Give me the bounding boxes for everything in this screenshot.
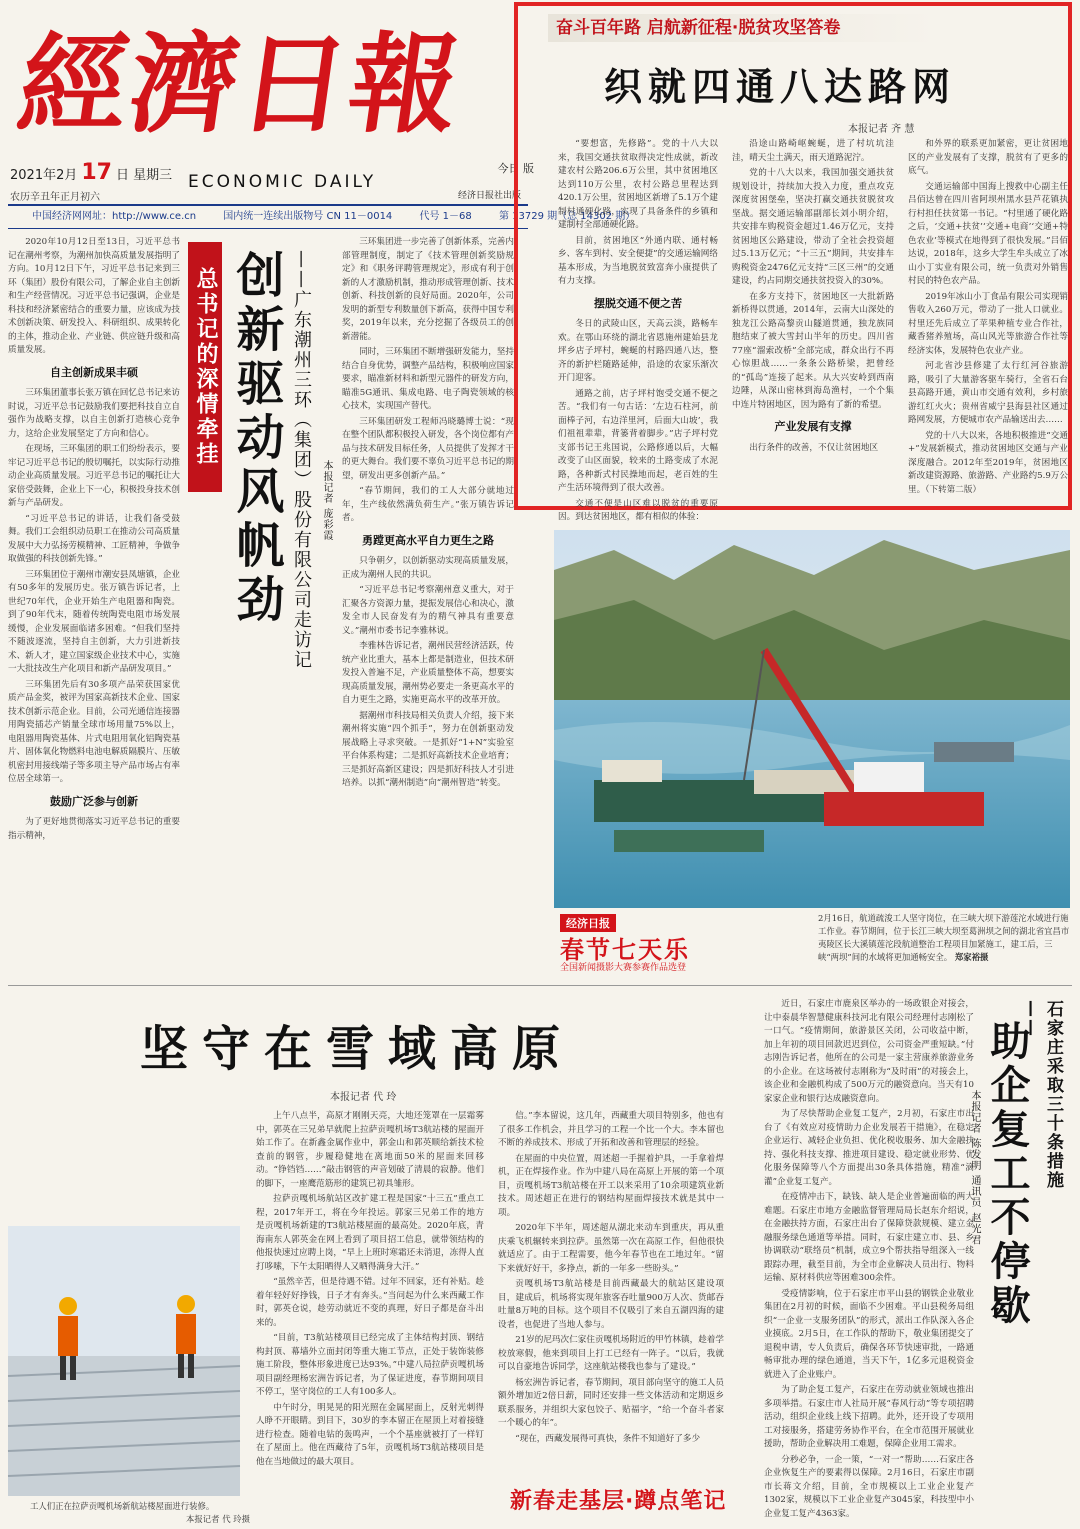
subhead-innovation-1: 自主创新成果丰硕 bbox=[50, 365, 138, 379]
article-subtitle-innovation: ——广东潮州三环（集团）股份有限公司走访记 bbox=[291, 250, 312, 670]
logo-brand: 经济日报 bbox=[560, 914, 616, 932]
page-count: 今日 版 bbox=[497, 162, 534, 175]
date-day: 17 bbox=[81, 160, 112, 185]
series-banner: 奋斗百年路 启航新征程·脱贫攻坚答卷 bbox=[548, 14, 936, 42]
photo-credit-roof: 本报记者 代 玲摄 bbox=[186, 1514, 250, 1524]
plateau-column-2: 信。”李本留说，这几年，西藏重大项目特别多，他也有了很多工作机会，并且学习的工程一个比一个大。李本留也不断的养成技术、形成了开拓和改善和管理层的经验。 在屋面的中央位置，周述超一手握着护具，一手拿着焊机，正在焊接作业。作为中建八局在高原上开展的第一个项目，贡嘎机场T3航站楼在开工以来采用了10余项建筑业新技术。周述超正在进行的钢结构屋面焊接技术就是其中一项。 2020年下半年，周述超从湖北来动车到重庆，再从重庆乘飞机辗转来到拉萨。虽然第一次在高原工作，但他很快就适应了。由于工程需要，他今年春节也在工地过年。“留下来就好好干，多挣点，新的一年多一些盼头。” 贡嘎机场T3航站楼是目前西藏最大的航站区建设项目，建成后，机场将实现年旅客吞吐量900万人次、货邮吞吐量8万吨的目标。这个项目不仅吸引了来自五湖四海的建设者，也促进了当地人参与。 21岁的尼玛次仁家住贡嘎机场附近的甲竹林镇，趁着学校放寒假，他来到项目上打工已经有一阵子。“以后，我就可以自豪地告诉同学，这座航站楼我也参与了建设。” 杨宏洲告诉记者，春节期间，项目部向坚守的施工人员额外增加近2倍日薪，同时还安排一些文体活动和定期返乡联系服务，并组织大家包饺子、贴福字，“给一个奋斗者家一个暖心的年”。 “现在，西藏发展得可真快，条件不知道好了多少 bbox=[498, 1111, 724, 1444]
photo-dredging-ship bbox=[554, 530, 1070, 908]
subhead-roads-2: 产业发展有支撑 bbox=[774, 420, 852, 433]
subhead-innovation-3: 鼓励广泛参与创新 bbox=[50, 794, 138, 808]
postal-code: 代号 1－68 bbox=[419, 211, 472, 222]
byline-roads: 本报记者 齐 慧 bbox=[848, 124, 915, 135]
roof-workers-illustration bbox=[8, 1226, 240, 1496]
section-divider bbox=[8, 985, 1072, 986]
english-masthead: ECONOMIC DAILY bbox=[188, 172, 377, 192]
roads-column-1: “要想富，先修路”。党的十八大以来，我国交通扶贫取得决定性成就，新改建农村公路206.6万公里，其中贫困地区达到110万公里，农村公路总里程达到420.1万公里，贫困地区新增了5.1万个建制村通硬化路，实现了具备条件的乡镇和建制村全部通硬化路。 目前，贫困地区“外通内联、通村畅乡、客车到村、安全便捷”的交通运输网络基本形成，为当地脱贫致富奔小康提供了有力支撑。 摆脱交通不便之苦 冬日的武陵山区，天高云淡，路畅车欢。在鄂山环绕的湖北省恩施州建始县龙坪乡店子坪村，蜿蜒的村路四通八达，整齐的新护栏随路延伸，沿途的农家乐渐次开门迎客。 通路之前，店子坪村饱受交通不便之苦。“我们有一句古话：‘左边石柱河，前面棒子河，右边洋里河，后面大山坡’，我们祖祖辈辈，背篓背着脚步。”店子坪村党支部书记王兆国说，公路修通以后，大幅改变了山区面貌，较来的土路变成了水泥路，各种新式村民操地而起，老百姓的生产生活环境得到了很大改善。 交通不便是山区难以脱贫的重要原因。到达贫困地区，都有相似的体验： bbox=[558, 139, 718, 522]
photo-credit-dredging: 郑家裕摄 bbox=[954, 952, 989, 962]
dredging-ship-illustration bbox=[554, 530, 1070, 908]
footer-logo-text: 新春走基层·蹲点笔记 bbox=[510, 1489, 727, 1514]
issue-date: 2021年2月 17 日 星期三 bbox=[10, 160, 173, 185]
innovation-column-2: 三环集团进一步完善了创新体系，完善内部管理制度，制定了《技术管理创新奖励规定》和《职务评聘管理规定》，形成有利于创新的人才激励机制，推动形成管理创新、技术创新、科技创新的良好局面。2020年，公司发明的新型专利数量创下新高，获得中国专利奖，2019年以来，充分挖掘了各级员工的创新潜能。 同时，三环集团不断增强研发能力，坚持结合自身优势，调整产品结构，积极响应国家要求，瞄准新材料和新型元器件的研发方向，瞄准5G通讯、集成电路、电子陶瓷领域的核心技术，实现国产替代。 三环集团研发工程师冯晓璐博士说：“现在整个团队都积极投入研发，各个岗位都有产品与技术研发目标任务，人员提供了发挥才干的更大舞台。我们要不辜负习近平总书记的期望，研发出更多创新产品。” “春节期间，我们的工人大部分就地过年，生产线依然满负荷生产。”张万镇告诉记者。 勇蹚更高水平自力更生之路 只争朝夕，以创新驱动实现高质量发展，正成为潮州人民的共识。 “习近平总书记考察潮州意义重大，对于汇聚各方资源力量，提振发展信心和决心，激发全市人民奋发有为的精气神具有重要意义。”潮州市委书记李雅林说。 李雅林告诉记者，潮州民营经济活跃，传统产业比重大，基本上都是制造业，但技术研发投入普遍不足，产业质量整体不高，想要实现高质量发展，潮州势必要走一条更高水平的自力更生之路，实施更高水平的改革开放。 据潮州市科技局相关负责人介绍，接下来潮州将实施“四个抓手”，努力在创新驱动发展战略上寻求突破。一是抓好“1+N”实验室平台体系构建；二是抓好高新技术企业培育；三是抓好高新区建设；四是抓好科技人才引进培养。以抓“潮州制造”向“潮州智造”转变。 bbox=[342, 237, 514, 788]
article-title-resumption[interactable]: 助企复工不停歇 bbox=[984, 1020, 1030, 1328]
logo-title: 春节七天乐 bbox=[560, 936, 690, 964]
spring-festival-logo bbox=[556, 912, 806, 974]
masthead bbox=[11, 10, 490, 160]
subhead-roads-1: 摆脱交通不便之苦 bbox=[594, 296, 682, 310]
masthead-title: 經濟日報 bbox=[11, 22, 469, 148]
series-label-red: 总书记的深情牵挂 bbox=[188, 242, 222, 492]
byline-innovation: 本报记者 庞彩霞 bbox=[321, 460, 332, 542]
byline-resumption: 本报记者 陈发明 通讯员 赵光君 bbox=[969, 1090, 980, 1246]
innovation-column-1: 2020年10月12日至13日，习近平总书记在潮州考察，为潮州加快高质量发展指明了方向。10月12日下午，习近平总书记来到三环（集团）股份有限公司，了解企业自主创新和生产经营情况。习近平总书记强调，企业是科技和经济紧密结合的重要力量，应该成为技术创新决策、研发投入、科研组织、成果转化的主体，推动企业、产业链、供应链升级和高质量发展。 自主创新成果丰硕 三环集团董事长张万镇在回忆总书记来访时说，习近平总书记鼓励我们要把科技自立自强作为战略支撑，以自主创新打造核心竞争力，这给企业发展坚定了方向和信心。 在现场，三环集团的职工们纷纷表示，要牢记习近平总书记的殷切嘱托，以实际行动推动企业高质量发展。习近平总书记的嘱托让大家倍受鼓舞，企业上下一心，积极投身技术创新与产品研发。 “习近平总书记的讲话，让我们备受鼓舞。我们工会组织动员职工在推动公司高质量发展中大力弘扬劳模精神、工匠精神，争做争取做强的科技创新先锋。” 三环集团位于潮州市潮安县凤塘镇，企业有50多年的发展历史。张万镇告诉记者，上世纪70年代，企业开始生产电阻器和陶瓷。到了90年代末，随着传统陶瓷电阻市场发展缓慢，企业发展面临诸多困难。“但我们坚持不随波逐流，坚持自主创新，大力引进新技术、新人才，建立国家级企业技术中心，实施一大批技改生产化项目和新产品研发项目。” 三环集团先后有30多项产品荣获国家优质产品金奖，被评为国家高新技术企业、国家技术创新示范企业。目前，公司光通信连接器用陶瓷插芯产销量全球市场用量75%以上，电阻器用陶瓷基体、片式电阻用氧化铝陶瓷基片、固体氧化物燃料电池电解质隔膜片、压敏机密封用接线端子等多项主导产品市场占有率位居全球第一。 鼓励广泛参与创新 为了更好地贯彻落实习近平总书记的重要指示精神， bbox=[8, 237, 180, 841]
byline-plateau: 本报记者 代 玲 bbox=[330, 1092, 397, 1103]
photo-caption-roof: 工人们正在拉萨贡嘎机场新航站楼屋面进行装修。 本报记者 代 玲摄 bbox=[30, 1501, 250, 1524]
article-title-innovation[interactable]: 创新驱动风帆劲 bbox=[228, 250, 284, 628]
subhead-innovation-2: 勇蹚更高水平自力更生之路 bbox=[362, 533, 494, 547]
info-bar bbox=[8, 204, 636, 229]
publisher: 经济日报社出版 bbox=[458, 191, 522, 201]
article-title-roads[interactable]: 织就四通八达路网 bbox=[604, 65, 957, 109]
series-label-resumption: 石家庄采取三十条措施—— bbox=[1021, 1000, 1063, 1190]
website-link[interactable]: 中国经济网网址：http://www.ce.cn bbox=[32, 211, 197, 222]
lunar-date: 农历辛丑年正月初六 bbox=[10, 192, 100, 203]
photo-roof-workers bbox=[8, 1226, 240, 1496]
issue-number: 第 13729 期（总 14302 期） bbox=[498, 211, 636, 222]
roads-column-3: 和外界的联系更加紧密，更让贫困地区的产业发展有了支撑，脱贫有了更多的底气。 交通运输部中国海上搜救中心副主任吕佰达曾在四川省阿坝州黑水县芦花镇执行村担任扶贫第一书记。“村里通了硬化路之后，‘交通+扶贫’‘交通+电商’‘交通+特色农业’等模式在地得到了很快发展。”吕佰达说，2018年，这乡大学生牟头成立了冰山小丁实业有限公司，统一负责对外销售村民的特色农产品。 2019年冰山小丁食品有限公司实现销售收入260万元，带动了一批人口就业。村里还先后成立了苹果种植专业合作社，藏香猪养殖场，高山风光等旅游合作社等经济实体，发展特色农业产业。 河北省沙县修建了太行红河谷旅游路，吸引了大量游客驱车骑行，全省石台县高路开通，黄山市交通有效利，乡村旅游红红火火；贵州省威宁县海县社区通过路网发展，方便城市农产品输送出去…… 党的十八大以来，各地积极推进“交通+”发展新模式，推动贫困地区交通与产业深度融合。2012年至2019年，贫困地区新改建资源路、旅游路、产业路约5.9万公里。（下转第二版） bbox=[908, 139, 1068, 495]
footer-logo bbox=[510, 1482, 727, 1522]
photo-caption-dredging: 2月16日，航道疏浚工人坚守岗位，在三峡大坝下游莲沱水域进行施工作业。春节期间，位于长江三峡大坝至葛洲坝之间的湖北省宜昌市夷陵区长大溪镇莲沱段航道整治工程项目加紧施工，建工后，三峡“两坝”间的水域将更加通畅安全。 郑家裕摄 bbox=[818, 913, 1070, 962]
roads-column-2: 沿途山路崎岖蜿蜒，进了村坑坑洼洼，晴天尘土满天，雨天道路泥泞。 党的十八大以来，我国加强交通扶贫规划设计，持续加大投入力度，重点攻克深度贫困堡垒，坚决打赢交通扶贫脱贫攻坚战。据交通运输部副部长刘小明介绍，共安排车购税资金超过1.46万亿元，支持贫困地区公路建设，带动了全社会投资超过5.13万亿元；“十三五”期间，共安排车购税资金2476亿元支持“三区三州”的交通建设，约占同期交通扶贫投资入的30%。 在多方支持下，贫困地区一大批新路新桥得以贯通，2014年，云南大山深处的独龙江公路高黎贡山隧道贯通，独龙族同胞结束了被大雪封山半年的历史。四川省77座“溜索改桥”全部完成，群众出行不再心惊胆战……一条条公路桥梁，把曾经的“孤岛”连接了起来。从大兴安岭到西南边陲，从深山密林到海岛渔村，一个个集中连片特困地区，因为路有了新的希望。 产业发展有支撑 出行条件的改善，不仅让贫困地区 bbox=[732, 139, 894, 453]
article-title-plateau[interactable]: 坚守在雪域高原 bbox=[140, 1021, 575, 1077]
resumption-column: 近日，石家庄市鹿泉区举办的一场政银企对接会，让中泰晨华智慧健康科技河北有限公司经理付志刚松了一口气。“疫情期间，旅游景区关闭，公司收益中断，加上年初的项目回款迟迟到位，公司资金严重短缺。”付志刚告诉记者，他所在的公司是一家主营康养旅游业务的小企业。在这场被付志刚称为“及时雨”的对接会上，该企业和金融机构成了500万元的融资意向。当天有10家家企业和银行达成融资意向。 为了尽快帮助企业复工复产，2月初，石家庄市出台了《有效应对疫情助力企业发展若干措施》，在稳定企业运行、减轻企业负担、优化税收服务、加大金融扶持、强化科技支撑、推进项目建设、稳定就业形势、优化服务保障等八个方面提出30条具体措施，精准“滴灌”企业复工复产。 在疫情冲击下，缺钱、缺人是企业普遍面临的两大难题。石家庄市地方金融监督管理局局长赵东介绍说，在金融扶持方面，石家庄出台了保障贷款规模、建立金融服务绿色通道等举措。同时，石家庄建立市、县、乡协调联动“联络员”机制，成立9个帮扶指导组深入一线跟踪办理，截至目前，为全市企业解决人员出行、物料运输、原材料供应等困难300余件。 受疫情影响，位于石家庄市平山县的钢铁企业敬业集团在2月初的时候，面临不少困难。平山县税务局组织“一企业一支服务团队”的形式，派出工作队深入各企业摸底。2月5日，在工作队的帮助下，敬业集团提交了退税申请，专人负责后，确保各环节快速审批，一路通畅审批办理的绿色通道，当天下午，1亿多元退税资金就进入了企业账户。 为了助企复工复产，石家庄在劳动就业领域也推出多项举措。石家庄市人社局开展“春风行动”等专项招聘活动，组织企业线上线下招聘。此外，还开设了专项用工对接服务，搭建劳务协作平台，在全市范围开展就业援助，帮助企业解决用工难题，保障企业用工需求。 分秒必争，一企一策，“一对一”帮助……石家庄各企业恢复生产的要素得以保障。2月16日，石家庄市副市长蒋文介绍，目前，全市规模以上工业企业复产1302家，规模以下工业企业复产3045家，科技型中小企业复工复产4363家。 bbox=[764, 999, 974, 1519]
logo-subtitle: 全国新闻摄影大赛参赛作品选登 bbox=[560, 963, 687, 973]
serial-code: 国内统一连续出版物号 CN 11－0014 bbox=[223, 211, 393, 222]
plateau-column-1: 上午八点半，高原才刚刚天亮，大地还笼罩在一层霜雾中，郭英在三兄弟早就爬上拉萨贡嘎机场T3航站楼的屋面开始工作了。在新鑫金属作业中，郭金山和郭英顺给新技术检查前的钢管，步履稳健地在离地面50米的屋面来回移动。“铮铛铛……”敲击钢管的声音划破了清晨的寂静。他们的脚下，一座鹰范筋形的建筑已初具雏形。 拉萨贡嘎机场航站区改扩建工程是国家“十三五”重点工程，2017年开工，将在今年投运。郭家三兄弟工作的地方是贡嘎机场新建的T3航站楼屋面的最高处。2020年底，青海南东人郭英金在网上看到了项目招工信息，就带领结构的他报快速过应聘上岗，“早上上班时寒霜还未消退，冻得人直打哆嗦，下午太阳晒得人又晒得满身大汗。” “虽然辛苦，但是待遇不错。过年不回家，还有补贴。趁着年轻好好挣钱，日子才有奔头。”当问起为什么来西藏工作时，郭英仓说，趁劳动就近不变的真理，好日子都是奋斗出来的。 “目前，T3航站楼项目已经完成了主体结构封顶、钢结构封顶、幕墙外立面封闭等重大施工节点，正处于装饰装修施工阶段，整体形象进度已达93%。”中建八局拉萨贡嘎机场项目副经理杨宏洲告诉记者，为了保证进度，春节期间项目不停工，坚守岗位的工人有100多人。 中午时分，明晃晃的阳光照在金属屋面上，反射光刺得人睁不开眼睛。到目下，30岁的李本留正在屋顶上对着接缝进行检查。随着电钻的轰鸣声，一个个基座就被打了一样钉在了屋面上。他在西藏待了5年，贡嘎机场T3航站楼项目是他在当地做过的最大项目。 bbox=[256, 1111, 484, 1467]
